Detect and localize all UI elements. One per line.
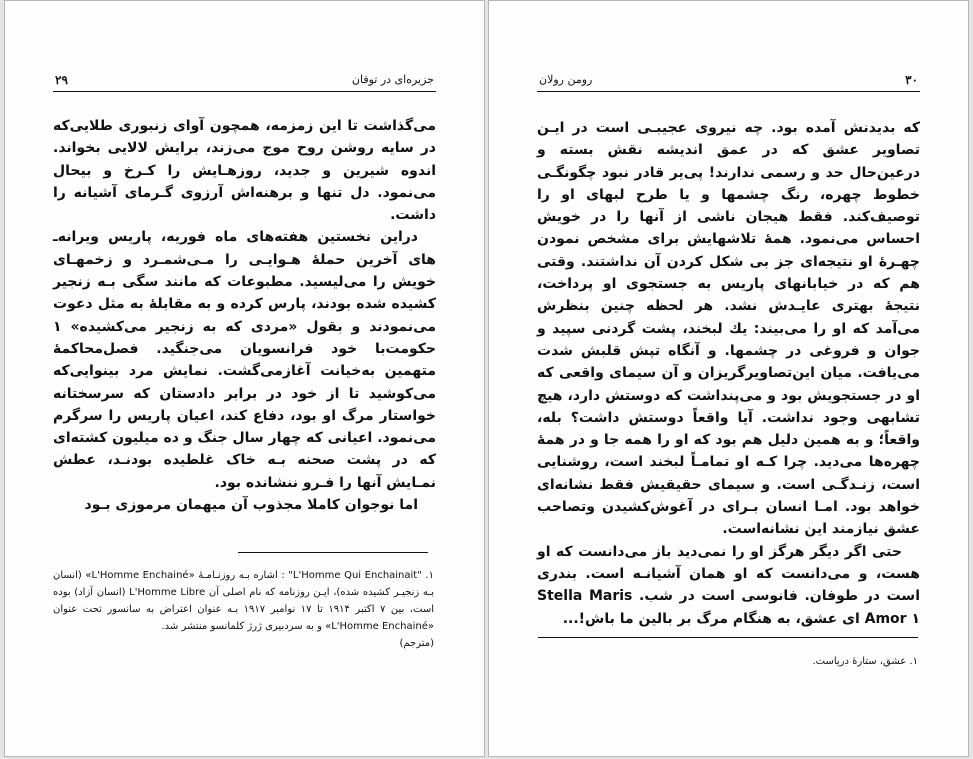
body-text — [53, 115, 436, 516]
running-head: جزیره‌ای در توفان — [351, 73, 434, 86]
footnote-line: (مترجم) — [399, 638, 434, 649]
paragraph: دراین نخستین هفته‌های ماه فوریه، پاریس ویرانه‌ـ های آخرین حملهٔ هـوایـی را مـی‌شمـرد و زخمهـای خویش را می‌لیسید. مطبوعات که مانند سگی بـه زنجیر کشیده شده بودند، پارس کرده و به مقابلهٔ به مثل دعوت می‌نمودند و بقول «مردی که به زنجیر می‌کشیده» ۱ حکومت‌با خود فرانسویان می‌جنگید. فصل‌محاکمهٔ متهمین به‌خیانت آغازمی‌گشت. نمایش مرد بینوایی‌که می‌کوشید تا از خود در برابر دادستان که سرسختانه خواستار مرگ او بود، دفاع کند، اعیان پاریس را سرگرم می‌نمود. اعیانی که چهار سال جنگ و ده میلیون کشته‌ای که در پشت صحنه بـه خاک غلطیده بودنـد، عطش نمـایش آنها را فـرو ننشانده بود. — [53, 229, 436, 491]
paragraph: می‌گذاشت تا این زمزمه، همچون آوای زنبوری طلایی‌که در سایه روشن روح موج می‌زند، برایش لالایی بخواند. اندوه شیرین و جدید، روزهـایش را کـرخ و بیحال می‌نمود. دل تنها و برهنه‌اش آرزوی گـرمای آشیانه را داشت. — [53, 118, 436, 224]
right-page — [488, 0, 969, 757]
paragraph: اما نوجوان کاملا مجذوب آن میهمان مرموزی بـود — [84, 497, 418, 514]
body-text — [537, 117, 920, 630]
footnote-line: ۱. عشق، ستارهٔ دریاست. — [812, 656, 918, 667]
left-page — [4, 0, 485, 757]
footnote — [537, 653, 918, 670]
paragraph: حتی اگر دیگر هرگز او را نمی‌دید باز می‌دانست که او هست، و می‌دانست که او همان آشیانـه است. بندری است در طوفان. فانوسی است در شب. Stella Maris Amor ۱ ای عشق، به هنگام مرگ بر بالین ما باش!... — [537, 543, 920, 627]
page-number: ۲۹ — [55, 73, 68, 87]
footnote-line: ۱. "L'Homme Qui Enchainait" : اشاره بـه روزنـامـهٔ «L'Homme Enchainé» (انسان بـه زنجیـر کشیده شده)، ایـن روزنامه که نام اصلی آن L'Homme Libre (انسان آزاد) بوده است، بین ۷ اکتبر ۱۹۱۴ تا ۱۷ نوامبر ۱۹۱۷ بـه عنوان اعتراض به سانسور تحت عنوان «L'Homme Enchainé» و به سردبیری ژرژ کلمانسو منتشر شد. — [53, 570, 434, 632]
page-header — [53, 69, 436, 92]
running-head: رومن رولان — [539, 73, 593, 86]
paragraph: که بدیدنش آمده بود. چه نیروی عجیبـی است در ایـن تصاویر عشق که در عمق اندیشه نقش بسته و درعین‌حال حد و رسمی ندارند! پی‌یر قادر نبود چگونگـی خطوط چهره، رنگ چشمها و یا طرح لبهای او را توصیف‌کند. فقط هیجان ناشی از آنها را در خویش احساس می‌نمود. همهٔ تلاشهایش برای مشخص نمودن چهـرهٔ او نتیجه‌ای جز بی شکل کردن آن نداشتند. وقتی هم که در خیابانهای پاریس به جستجوی او پرداخت، نتیجهٔ بهتری عایـدش نشد. هر لحظه چنین بنظرش می‌آمد که او را می‌بیند: یك لبخند، پشت گردنی سپید و جوان و فروغی در چشمها. و آنگاه تپش قلبش شدت می‌یافت. میان این‌تصاویرگریزان و آن سیمای واقعی که او در جستجویش بود و می‌پنداشت که دوستش دارد، هیچ تشابهی وجود نداشت. آیا واقعاً دوستش داشت؟ بله، واقعاً؛ و به همین دلیل هم بود که او را همه جا و در همهٔ چهره‌ها می‌دید. چرا کـه او تمامـاً لبخند است، روشنایی است، زنـدگـی است. و سیمای حقیقیش فقط نشانه‌ای خواهد بود. امـا انسان بـرای در آغوش‌کشیدن وتصاحب عشق نیازمند این نشانه‌است. — [537, 120, 920, 538]
footnote — [53, 567, 434, 652]
page-number: ۳۰ — [905, 73, 918, 87]
page-header — [537, 69, 920, 92]
footnote-rule — [538, 637, 918, 638]
footnote-rule — [238, 552, 428, 553]
